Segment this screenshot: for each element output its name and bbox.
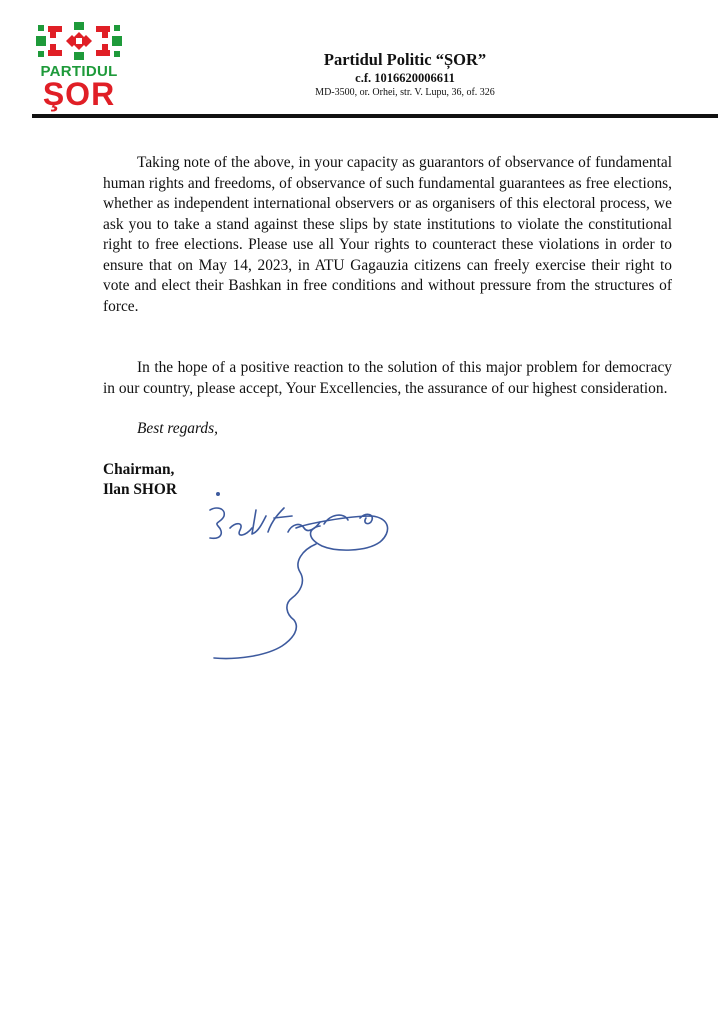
logo-word-sor: ŞOR [42,76,116,112]
header-divider [32,114,718,118]
folk-ornament-icon [36,22,122,60]
paragraph-request: Taking note of the above, in your capacity as guarantors of observance of fundamental human rights and freedoms, of observance of such fundamental guarantees as free elections, whether as independent international observers or as organisers of this electoral process, we ask you to take a stand against these slips by state institutions to violate the constitutional right to free elections. Please use all Your rights to counteract these violations in order to ensure that on May 14, 2023, in ATU Gagauzia citizens can freely exercise their right to vote and elect their Bashkan in free conditions and without pressure from the structures of force. [103,154,672,315]
fiscal-code: c.f. 1016620006611 [355,71,455,85]
letter-body [103,153,672,501]
party-logo [34,22,124,114]
party-address: MD-3500, or. Orhei, str. V. Lupu, 36, of. 326 [315,87,495,98]
closing-regards: Best regards, [137,420,218,437]
handwritten-signature [196,488,406,668]
signer-name: Ilan SHOR [103,481,177,498]
letterhead [290,50,520,100]
signer-title: Chairman, [103,460,175,478]
paragraph-closing: In the hope of a positive reaction to the solution of this major problem for democracy in our country, please accept, Your Excellencies, the assurance of our highest consideration. [103,359,672,397]
party-name: Partidul Politic “ȘOR” [323,50,487,69]
logo-word-partidul: PARTIDUL [40,63,118,80]
